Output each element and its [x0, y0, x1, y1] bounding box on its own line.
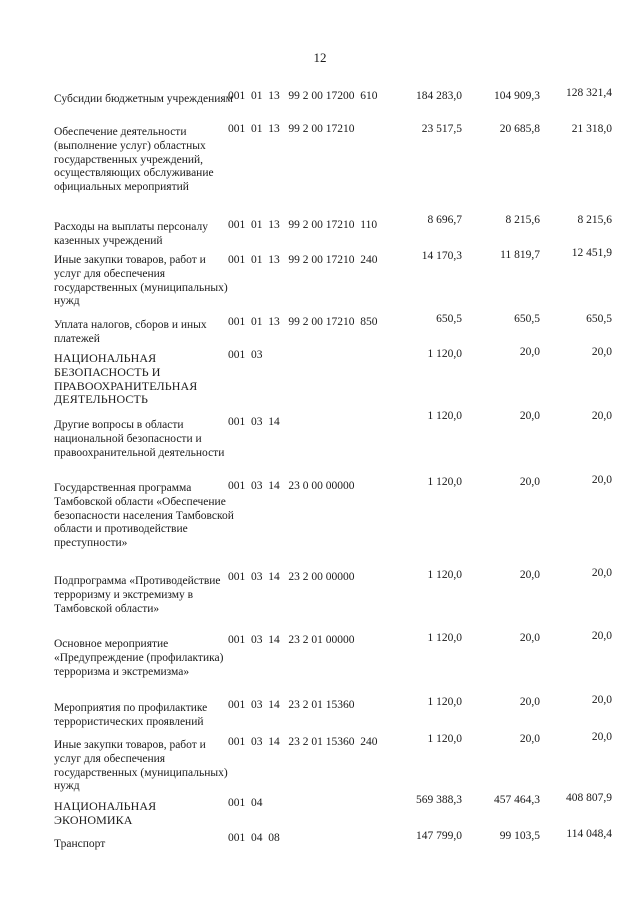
row-value-1: 147 799,0 — [416, 830, 462, 842]
row-value-1: 23 517,5 — [421, 123, 462, 135]
row-code: 001 01 13 99 2 00 17210 850 — [228, 316, 378, 328]
row-name: Основное мероприятие «Предупреждение (профилактика) терроризма и экстремизма» — [54, 638, 224, 678]
row-value-2: 11 819,7 — [500, 249, 540, 261]
page-number: 12 — [313, 50, 327, 65]
row-code: 001 03 14 23 2 01 15360 240 — [228, 736, 378, 748]
row-value-3: 20,0 — [591, 694, 612, 706]
row-value-1: 650,5 — [436, 313, 462, 325]
row-value-3: 20,0 — [591, 346, 612, 358]
row-value-1: 1 120,0 — [427, 476, 462, 488]
row-name: Мероприятия по профилактике террористических проявлений — [54, 702, 208, 728]
row-value-3: 20,0 — [591, 731, 612, 743]
row-value-2: 20,0 — [519, 696, 540, 708]
row-value-2: 650,5 — [514, 313, 540, 325]
row-value-3: 20,0 — [591, 410, 612, 422]
row-value-1: 1 120,0 — [427, 696, 462, 708]
row-name: Обеспечение деятельности (выполнение услуг) областных государственных учреждений, осуществляющих обслуживание официальных мероприятий — [54, 126, 214, 194]
row-code: 001 01 13 99 2 00 17210 240 — [228, 254, 378, 266]
row-name: Другие вопросы в области национальной безопасности и правоохранительной деятельности — [54, 419, 225, 459]
row-name: Уплата налогов, сборов и иных платежей — [54, 319, 207, 345]
row-value-3: 20,0 — [591, 630, 612, 642]
row-code: 001 03 14 — [228, 416, 280, 428]
row-value-1: 1 120,0 — [427, 410, 462, 422]
row-code: 001 04 08 — [228, 832, 280, 844]
row-value-2: 20,0 — [519, 632, 540, 644]
row-value-2: 20,0 — [519, 733, 540, 745]
row-code: 001 03 14 23 2 01 00000 — [228, 634, 355, 646]
row-code: 001 03 14 23 2 01 15360 — [228, 699, 355, 711]
row-value-3: 21 318,0 — [571, 123, 612, 135]
row-value-2: 20,0 — [519, 410, 540, 422]
row-value-2: 20,0 — [519, 569, 540, 581]
row-name: НАЦИОНАЛЬНАЯ БЕЗОПАСНОСТЬ И ПРАВООХРАНИТЕЛЬНАЯ ДЕЯТЕЛЬНОСТЬ — [54, 351, 198, 407]
row-value-1: 8 696,7 — [427, 214, 462, 226]
row-code: 001 01 13 99 2 00 17200 610 — [228, 90, 378, 102]
row-value-2: 99 103,5 — [499, 830, 540, 842]
row-value-2: 104 909,3 — [494, 90, 540, 102]
row-code: 001 03 — [228, 349, 263, 361]
row-name: Субсидии бюджетным учреждениям — [54, 93, 233, 105]
row-value-3: 20,0 — [591, 474, 612, 486]
row-value-3: 20,0 — [591, 567, 612, 579]
row-code: 001 03 14 23 2 00 00000 — [228, 571, 355, 583]
row-value-2: 457 464,3 — [494, 794, 540, 806]
row-value-1: 1 120,0 — [427, 348, 462, 360]
row-name: Иные закупки товаров, работ и услуг для обеспечения государственных (муниципальных) нужд — [54, 254, 228, 308]
row-code: 001 03 14 23 0 00 00000 — [228, 480, 355, 492]
row-value-2: 8 215,6 — [505, 214, 540, 226]
row-value-3: 650,5 — [586, 313, 612, 325]
row-value-3: 408 807,9 — [566, 792, 612, 804]
row-value-1: 14 170,3 — [421, 250, 462, 262]
row-value-2: 20,0 — [519, 346, 540, 358]
row-value-3: 114 048,4 — [566, 828, 612, 840]
row-value-1: 1 120,0 — [427, 569, 462, 581]
row-name: Государственная программа Тамбовской области «Обеспечение безопасности населения Тамбовской области и противодействие преступности» — [54, 482, 234, 550]
row-name: Подпрограмма «Противодействие терроризму и экстремизму в Тамбовской области» — [54, 575, 221, 615]
row-value-1: 184 283,0 — [416, 90, 462, 102]
row-value-3: 12 451,9 — [571, 247, 612, 259]
row-value-1: 1 120,0 — [427, 632, 462, 644]
row-value-2: 20 685,8 — [499, 123, 540, 135]
row-code: 001 01 13 99 2 00 17210 — [228, 123, 355, 135]
row-value-1: 569 388,3 — [416, 794, 462, 806]
row-name: Иные закупки товаров, работ и услуг для обеспечения государственных (муниципальных) нужд — [54, 739, 228, 793]
row-value-1: 1 120,0 — [427, 733, 462, 745]
row-value-2: 20,0 — [519, 476, 540, 488]
row-code: 001 04 — [228, 797, 263, 809]
row-code: 001 01 13 99 2 00 17210 110 — [228, 219, 378, 231]
row-name: НАЦИОНАЛЬНАЯ ЭКОНОМИКА — [54, 799, 157, 827]
row-name: Расходы на выплаты персоналу казенных учреждений — [54, 221, 208, 247]
row-value-3: 8 215,6 — [577, 214, 612, 226]
row-name: Транспорт — [54, 838, 106, 850]
row-value-3: 128 321,4 — [566, 87, 612, 99]
